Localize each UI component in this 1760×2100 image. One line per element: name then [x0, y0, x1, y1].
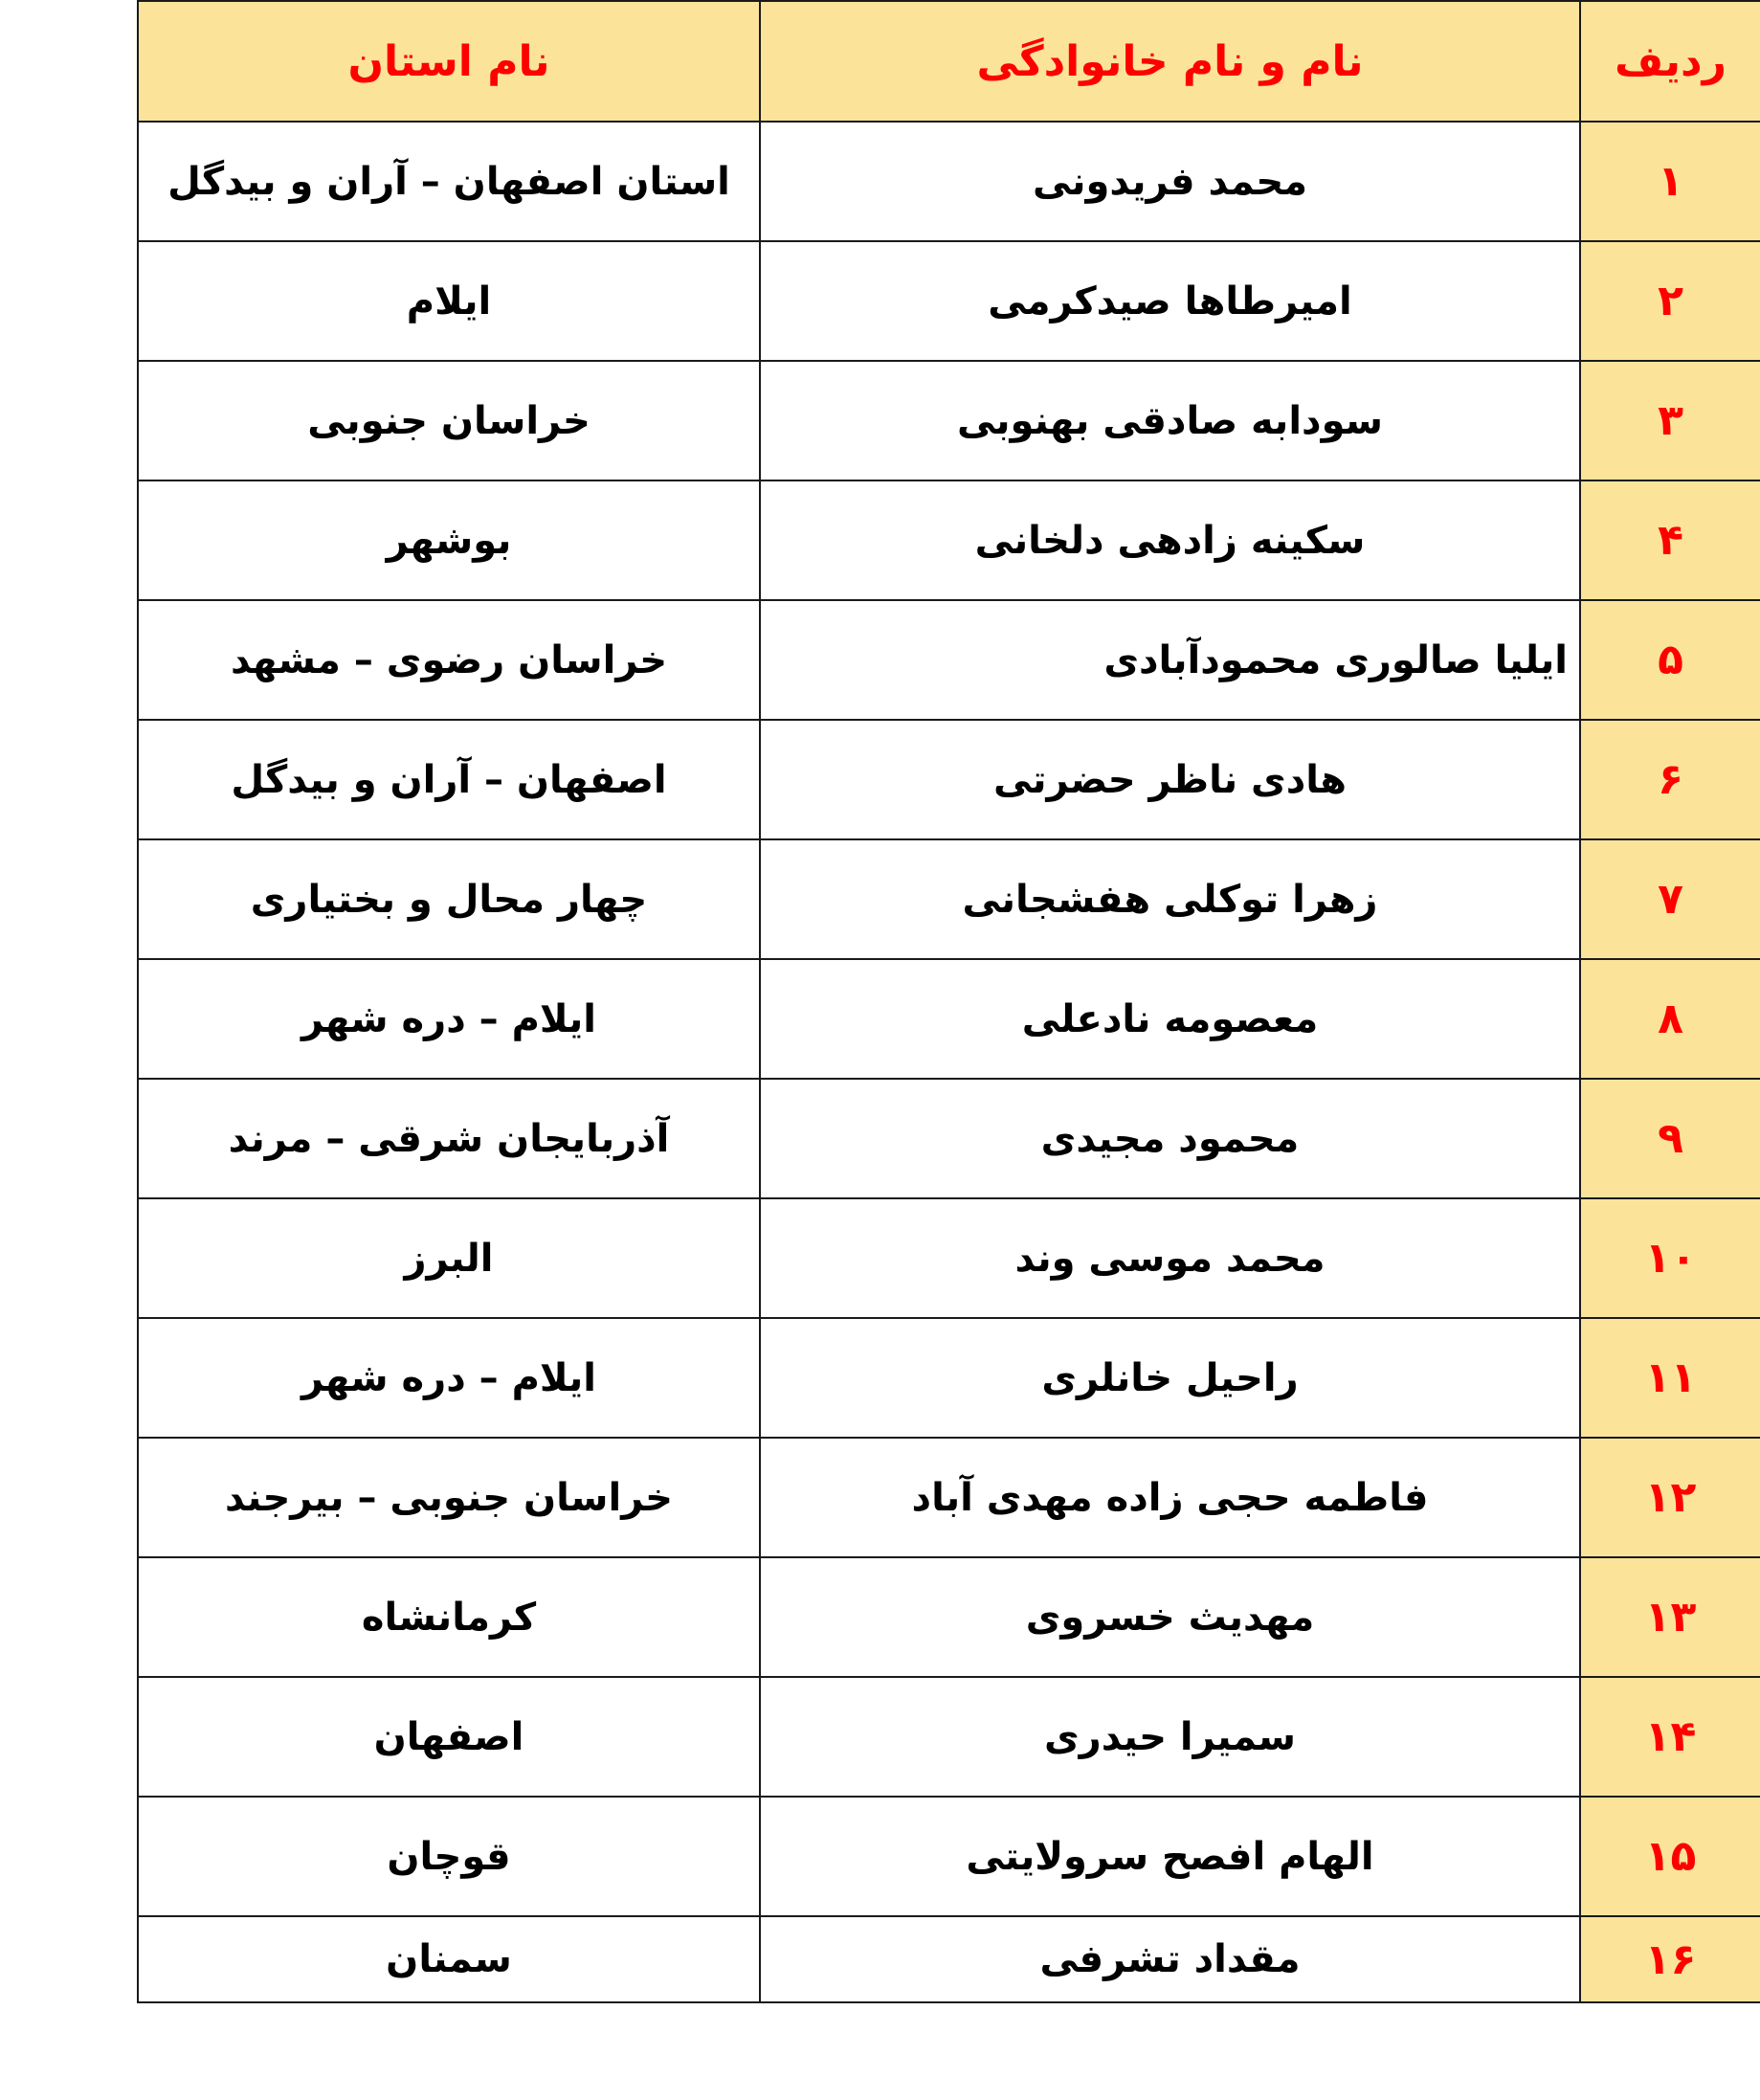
table-row — [138, 1198, 1760, 1318]
province-cell: قوچان — [138, 1797, 760, 1916]
province-cell: کرمانشاه — [138, 1557, 760, 1677]
name-cell: محمود مجیدی — [760, 1079, 1580, 1198]
row-number-cell: ۱۰ — [1580, 1198, 1760, 1318]
province-cell: استان اصفهان – آران و بیدگل — [138, 122, 760, 241]
name-cell: الهام افصح سرولایتی — [760, 1797, 1580, 1916]
table-row — [138, 122, 1760, 241]
name-cell: سمیرا حیدری — [760, 1677, 1580, 1797]
table-row — [138, 241, 1760, 361]
name-cell: مقداد تشرفی — [760, 1916, 1580, 2002]
row-number-cell: ۳ — [1580, 361, 1760, 480]
table-row — [138, 839, 1760, 959]
row-number-cell: ۱ — [1580, 122, 1760, 241]
province-cell: البرز — [138, 1198, 760, 1318]
table-row — [138, 1318, 1760, 1438]
table-row — [138, 1916, 1760, 2002]
row-number-cell: ۱۴ — [1580, 1677, 1760, 1797]
province-cell: اصفهان – آران و بیدگل — [138, 720, 760, 839]
name-cell: معصومه نادعلی — [760, 959, 1580, 1079]
row-number-cell: ۱۳ — [1580, 1557, 1760, 1677]
province-cell: چهار محال و بختیاری — [138, 839, 760, 959]
table-row — [138, 1677, 1760, 1797]
province-cell: خراسان جنوبی – بیرجند — [138, 1438, 760, 1557]
row-number-cell: ۲ — [1580, 241, 1760, 361]
table-row — [138, 361, 1760, 480]
name-cell: فاطمه حجی زاده مهدی آباد — [760, 1438, 1580, 1557]
province-cell: ایلام – دره شهر — [138, 1318, 760, 1438]
row-number-cell: ۱۵ — [1580, 1797, 1760, 1916]
table-row — [138, 1797, 1760, 1916]
row-number-cell: ۱۱ — [1580, 1318, 1760, 1438]
table-row — [138, 959, 1760, 1079]
province-cell: آذربایجان شرقی – مرند — [138, 1079, 760, 1198]
name-cell: زهرا توکلی هفشجانی — [760, 839, 1580, 959]
province-cell: خراسان جنوبی — [138, 361, 760, 480]
table-row — [138, 720, 1760, 839]
province-cell: سمنان — [138, 1916, 760, 2002]
header-name: نام و نام خانوادگی — [760, 1, 1580, 122]
name-cell: محمد فریدونی — [760, 122, 1580, 241]
table-row — [138, 1557, 1760, 1677]
row-number-cell: ۱۶ — [1580, 1916, 1760, 2002]
header-province: نام استان — [138, 1, 760, 122]
name-cell: مهدیث خسروی — [760, 1557, 1580, 1677]
table-row — [138, 1438, 1760, 1557]
row-number-cell: ۸ — [1580, 959, 1760, 1079]
row-number-cell: ۶ — [1580, 720, 1760, 839]
row-number-cell: ۴ — [1580, 480, 1760, 600]
table-header — [138, 1, 1760, 122]
row-number-cell: ۹ — [1580, 1079, 1760, 1198]
winners-table — [137, 0, 1760, 2003]
header-row-number: ردیف — [1580, 1, 1760, 122]
name-cell: سودابه صادقی بهنوبی — [760, 361, 1580, 480]
table-row — [138, 480, 1760, 600]
name-cell: ایلیا صالوری محمودآبادی — [760, 600, 1580, 720]
name-cell: امیرطاها صیدکرمی — [760, 241, 1580, 361]
province-cell: اصفهان — [138, 1677, 760, 1797]
winners-table-container — [137, 0, 1760, 2003]
province-cell: ایلام – دره شهر — [138, 959, 760, 1079]
table-body — [138, 122, 1760, 2002]
table-row — [138, 1079, 1760, 1198]
province-cell: ایلام — [138, 241, 760, 361]
row-number-cell: ۱۲ — [1580, 1438, 1760, 1557]
name-cell: سکینه زادهی دلخانی — [760, 480, 1580, 600]
row-number-cell: ۵ — [1580, 600, 1760, 720]
province-cell: بوشهر — [138, 480, 760, 600]
province-cell: خراسان رضوی – مشهد — [138, 600, 760, 720]
name-cell: هادی ناظر حضرتی — [760, 720, 1580, 839]
row-number-cell: ۷ — [1580, 839, 1760, 959]
name-cell: راحیل خانلری — [760, 1318, 1580, 1438]
header-row — [138, 1, 1760, 122]
name-cell: محمد موسی وند — [760, 1198, 1580, 1318]
table-row — [138, 600, 1760, 720]
